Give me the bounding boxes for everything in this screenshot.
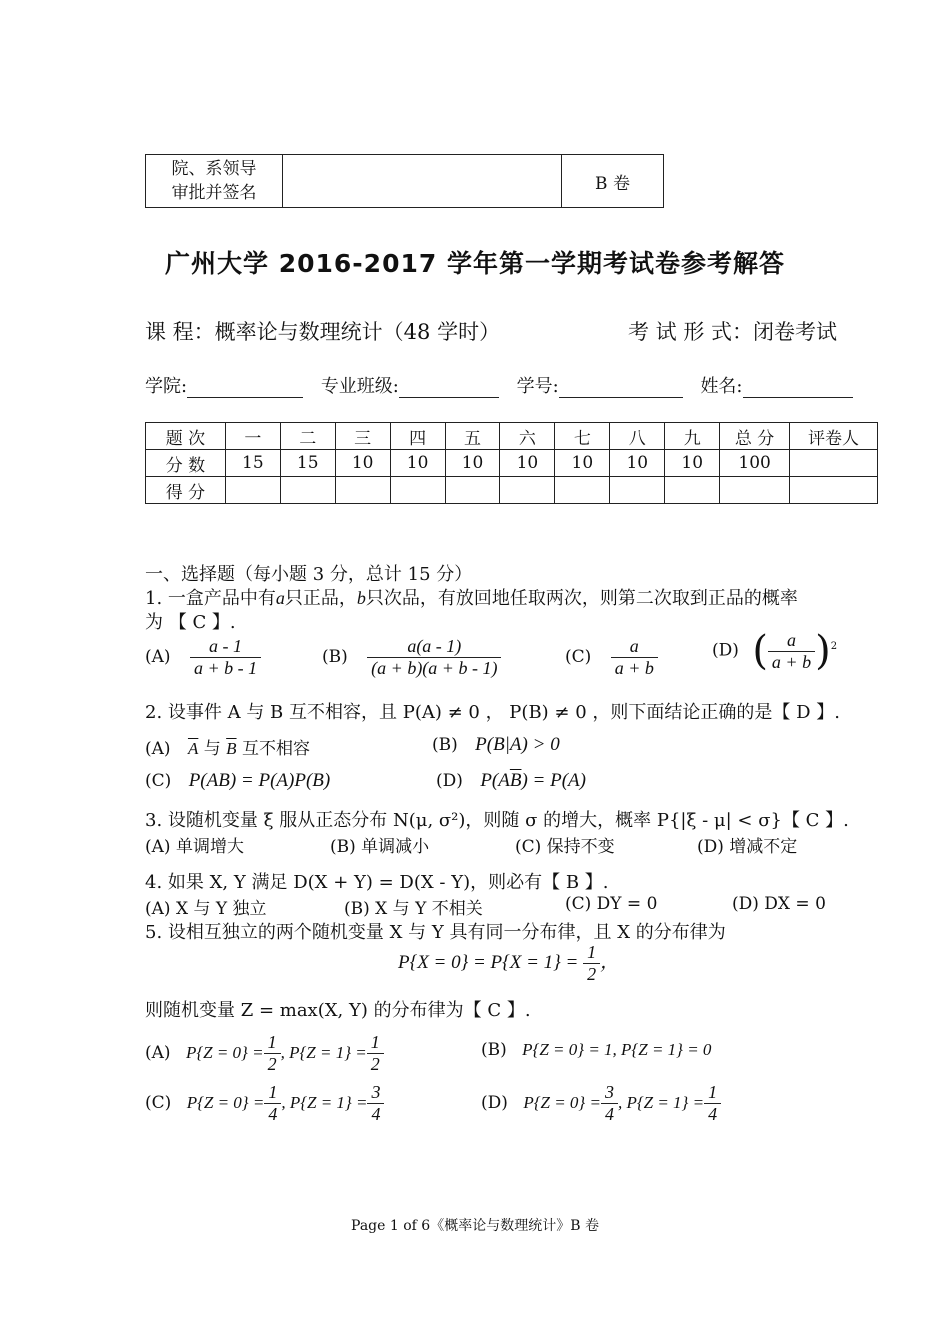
score-cell: 10 [500,450,555,477]
q5-a-part2: , P{Z = 1} = [280,1043,367,1062]
exponent: 2 [830,640,838,652]
field-college-label: 学院: [145,376,188,397]
event-b-complement: $\overline{B}$ [226,739,237,758]
paper-version: B 卷 [562,155,664,208]
question-4-text: 4. 如果 X, Y 满足 D(X + Y) = D(X - Y)，则必有【 B 】. [145,872,609,893]
q2-a-text: 与 [203,739,221,759]
numerator: 3 [371,1082,381,1102]
option-label: (A) [145,647,171,667]
score-cell: 15 [225,450,280,477]
score-cell[interactable] [500,477,555,504]
score-cell: 总 分 [720,423,790,450]
field-class-label: 专业班级: [320,376,399,397]
score-cell: 10 [555,450,610,477]
score-cell: 题 次 [146,423,226,450]
score-cell[interactable] [280,477,335,504]
fraction [704,1082,721,1125]
score-cell: 七 [555,423,610,450]
exam-title: 广州大学 2016-2017 学年第一学期考试卷参考解答 [165,249,785,278]
score-cell[interactable] [790,477,878,504]
q1-var-b: b [356,588,366,608]
question-2-text: 2. 设事件 A 与 B 互不相容，且 P(A) ≠ 0 ， P(B) ≠ 0 ，则下面结论正确的是【 D 】. [145,702,840,723]
score-cell: 六 [500,423,555,450]
q5-d-part2: , P{Z = 1} = [617,1093,705,1112]
q3-option-b[interactable]: (B) 单调减小 [330,837,430,857]
score-cell: 一 [225,423,280,450]
q4-option-b[interactable]: (B) X 与 Y 不相关 [344,899,483,919]
field-id-label: 学号: [516,376,559,397]
score-cell: 二 [280,423,335,450]
q1-option-b[interactable] [322,636,501,679]
numerator: 1 [268,1082,278,1102]
score-cell: 九 [665,423,720,450]
score-header-row [146,423,878,450]
numerator: a [629,636,639,656]
score-earned-row [146,477,878,504]
field-name-blank[interactable] [743,379,853,398]
q2-d-part-a: P(A [480,770,510,791]
denominator: a + b [611,657,658,679]
score-cell[interactable] [720,477,790,504]
denominator: 4 [704,1103,721,1125]
option-label: (B) [481,1040,507,1060]
denominator: 4 [601,1103,618,1125]
numerator: 1 [370,1032,380,1052]
fraction [768,630,815,673]
numerator: 1 [587,942,597,962]
q5-formula-tail: ， [600,951,620,973]
q1-text-c: 只次品，有放回地任取两次，则第二次取到正品的概率 [365,588,798,609]
score-cell[interactable] [445,477,500,504]
fraction [264,1032,281,1075]
q2-option-b[interactable] [432,734,560,756]
score-cell: 10 [445,450,500,477]
left-paren: ( [752,628,768,674]
q2-d-formula [480,770,586,791]
denominator: 2 [367,1053,384,1075]
q5-c-part1: P{Z = 0} = [186,1093,265,1112]
score-cell[interactable] [610,477,665,504]
q5-option-c[interactable] [145,1082,384,1125]
page-footer: Page 1 of 6《概率论与数理统计》B 卷 [351,1218,599,1234]
q1-text-a: 1. 一盒产品中有 [145,588,276,609]
numerator: a - 1 [209,636,243,656]
score-cell: 三 [335,423,390,450]
score-cell: 五 [445,423,500,450]
score-cell: 15 [280,450,335,477]
score-cell[interactable] [665,477,720,504]
option-label: (C) [565,647,592,667]
option-label: (C) [145,1093,172,1113]
approval-signature-table [145,154,664,208]
right-paren: ) [815,628,831,674]
score-points-row [146,450,878,477]
q1-text-b: 只正品， [284,588,357,609]
q5-formula-lhs: P{X = 0} = P{X = 1} = [398,951,579,973]
question-5-text: 5. 设相互独立的两个随机变量 X 与 Y 具有同一分布律，且 X 的分布律为 [145,922,726,943]
q5-distribution-formula [398,942,619,985]
numerator: 1 [708,1082,718,1102]
score-cell: 得 分 [146,477,226,504]
score-cell: 100 [720,450,790,477]
field-id-blank[interactable] [559,379,683,398]
q1-option-a[interactable] [145,636,261,679]
score-cell [790,450,878,477]
q4-option-d[interactable]: (D) DX = 0 [732,894,826,914]
q2-b-formula: P(B|A) > 0 [475,734,560,755]
q5-a-part1: P{Z = 0} = [185,1043,264,1062]
score-cell: 评卷人 [790,423,878,450]
q2-c-formula: P(AB) = P(A)P(B) [188,770,331,791]
denominator: 4 [367,1103,384,1125]
q4-option-a[interactable]: (A) X 与 Y 独立 [145,899,267,919]
question-1-text [145,584,798,610]
q3-option-d[interactable]: (D) 增减不定 [697,837,798,857]
q3-option-c[interactable]: (C) 保持不变 [515,837,615,857]
field-college-blank[interactable] [187,379,303,398]
q2-option-d[interactable] [436,770,586,792]
q2-d-bar-b: $\overline{B}$ [509,770,522,791]
score-cell[interactable] [555,477,610,504]
score-cell[interactable] [225,477,280,504]
q5-b-formula: P{Z = 0} = 1, P{Z = 1} = 0 [522,1040,712,1059]
score-table [145,422,878,504]
fraction [367,636,501,679]
q5-option-b[interactable] [481,1040,711,1060]
q3-option-a[interactable]: (A) 单调增大 [145,837,244,857]
option-label: (D) [436,771,463,791]
approval-label-line2: 审批并签名 [171,183,257,203]
numerator: a [787,629,796,650]
field-name-label: 姓名: [700,376,743,397]
fraction [367,1032,384,1075]
q5-c-part2: , P{Z = 1} = [281,1093,368,1112]
option-label: (D) [712,640,739,661]
question-5-line3: 则随机变量 Z = max(X, Y) 的分布律为【 C 】. [145,1000,531,1021]
q1-var-a: a [275,588,285,608]
question-1-line2: 为 【 C 】. [145,612,236,633]
score-cell[interactable] [335,477,390,504]
course-line: 课 程：概率论与数理统计（48 学时） [145,320,501,344]
fraction [611,636,658,679]
denominator: 2 [264,1053,281,1075]
score-cell: 10 [610,450,665,477]
q5-option-a[interactable] [145,1032,384,1075]
option-label: (B) [432,735,458,755]
q4-option-c[interactable]: (C) DY = 0 [565,894,658,914]
field-class-blank[interactable] [399,379,499,398]
score-cell[interactable] [390,477,445,504]
section-heading: 一、选择题（每小题 3 分，总计 15 分） [145,564,473,585]
score-cell: 10 [335,450,390,477]
student-info-fields [145,372,865,398]
q2-d-part-b: ) = P(A) [521,770,586,791]
fraction [583,942,600,985]
denominator: (a + b)(a + b - 1) [367,657,501,679]
signature-cell [283,155,562,208]
option-label: (A) [145,739,171,759]
approval-label-line1: 院、系领导 [171,159,257,179]
fraction [264,1082,281,1125]
denominator: 2 [583,963,600,985]
numerator: a(a - 1) [407,636,462,656]
q1-option-d[interactable] [712,628,837,674]
option-label: (A) [145,1043,171,1063]
numerator: 1 [267,1032,277,1052]
score-cell: 分 数 [146,450,226,477]
q2-option-c[interactable] [145,770,330,792]
denominator: a + b [768,651,815,673]
denominator: 4 [264,1103,281,1125]
q5-option-d[interactable] [481,1082,721,1125]
approval-label [146,155,283,208]
fraction [190,636,261,679]
option-label: (C) [145,771,172,791]
question-3-text: 3. 设随机变量 ξ 服从正态分布 N(μ, σ²)，则随 σ 的增大，概率 P{|ξ - μ| < σ}【 C 】. [145,810,849,831]
score-cell: 10 [665,450,720,477]
q2-option-a[interactable] [145,734,310,759]
fraction [367,1082,384,1125]
exam-form: 考 试 形 式：闭卷考试 [628,320,838,344]
score-cell: 四 [390,423,445,450]
denominator: a + b - 1 [190,657,261,679]
q5-d-part1: P{Z = 0} = [523,1093,601,1112]
score-cell: 八 [610,423,665,450]
event-a-complement: $\overline{A}$ [187,739,199,758]
score-cell: 10 [390,450,445,477]
option-label: (D) [481,1093,508,1113]
fraction [601,1082,618,1125]
option-label: (B) [322,647,348,667]
q2-a-tail: 互不相容 [241,739,310,759]
q1-option-c[interactable] [565,636,658,679]
numerator: 3 [604,1082,614,1102]
